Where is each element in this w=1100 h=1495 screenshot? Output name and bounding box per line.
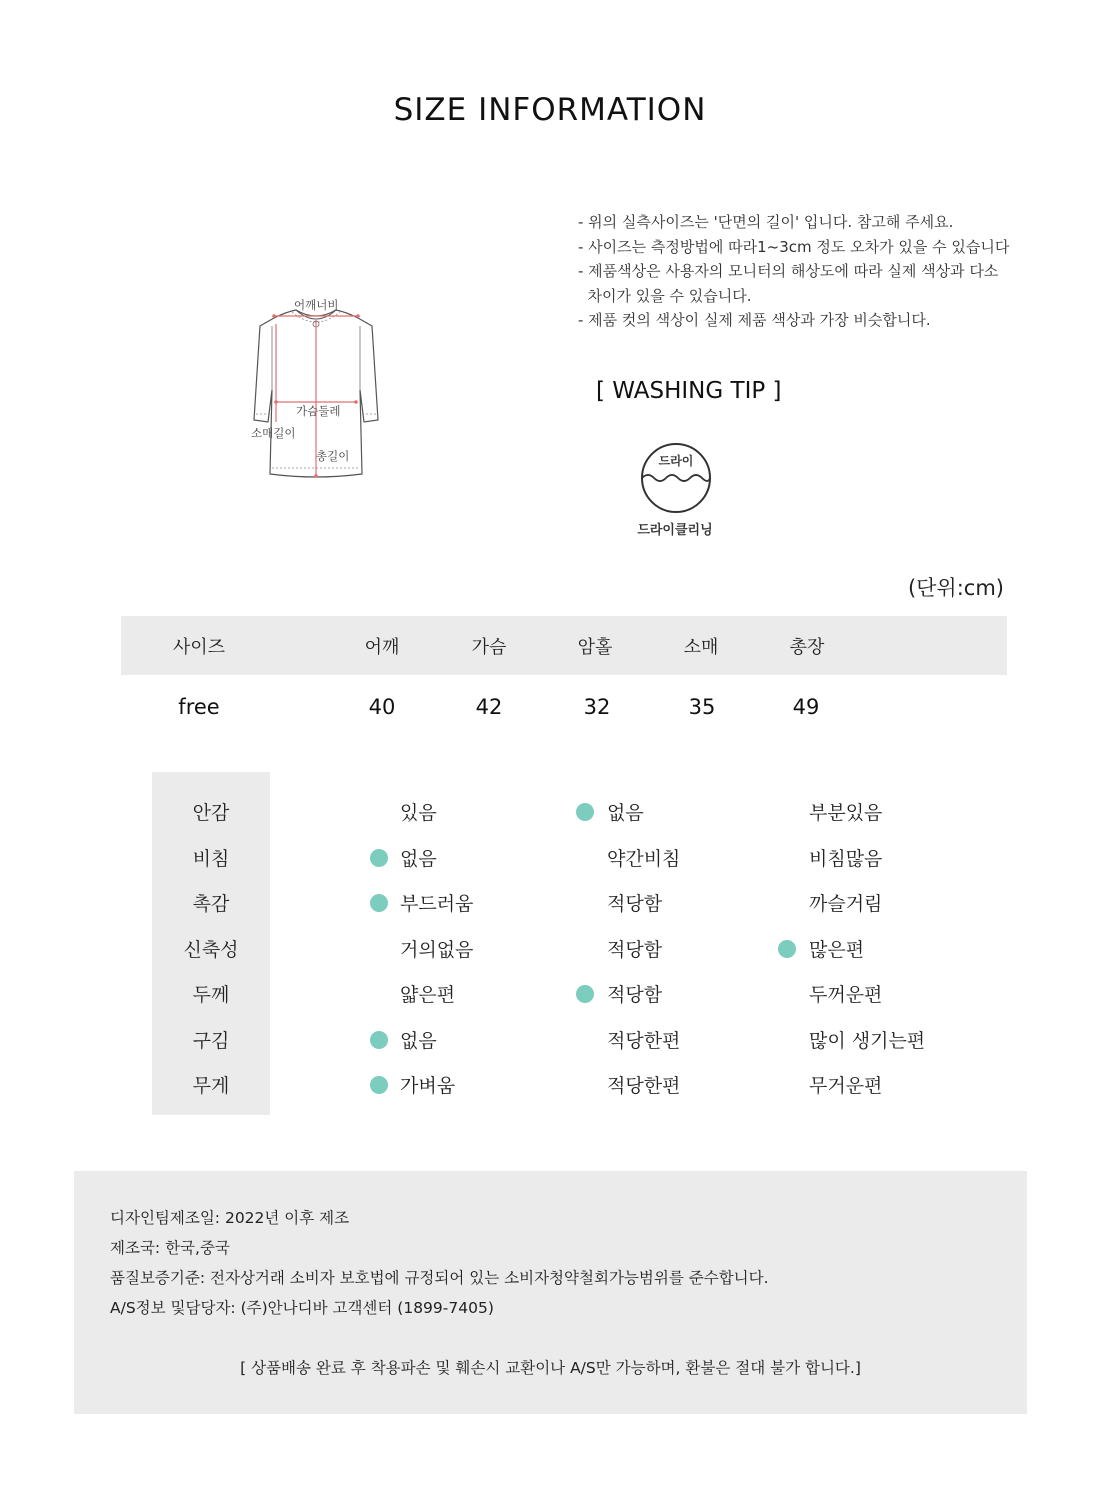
measurement-notes (578, 210, 1048, 333)
attribute-option: 적당함 (607, 939, 663, 961)
attribute-row (0, 935, 1100, 980)
table-row (121, 676, 1007, 736)
attribute-option: 있음 (400, 802, 437, 824)
attribute-option: 적당한편 (607, 1030, 681, 1052)
attribute-label: 두께 (192, 984, 230, 1006)
selected-indicator-dot (370, 1031, 388, 1049)
header-size: 사이즈 (172, 637, 226, 658)
attribute-option: 거의없음 (400, 939, 474, 961)
cell-size: free (178, 695, 220, 719)
selected-indicator-dot (576, 803, 594, 821)
product-info-footer (74, 1171, 1027, 1414)
attribute-row (0, 980, 1100, 1025)
attribute-option: 부분있음 (809, 802, 883, 824)
attribute-label: 비침 (192, 848, 230, 870)
footer-line: 제조국: 한국,중국 (110, 1239, 230, 1257)
refund-notice: [ 상품배송 완료 후 착용파손 및 훼손시 교환이나 A/S만 가능하며, 환불은 절대 불가 합니다.] (240, 1359, 861, 1377)
dry-clean-icon-text: 드라이 (658, 454, 694, 468)
attribute-option: 없음 (607, 802, 644, 824)
attribute-option: 까슬거림 (809, 893, 883, 915)
attribute-option: 부드러움 (400, 893, 474, 915)
attribute-option: 많은편 (809, 939, 865, 961)
attribute-option: 적당함 (607, 893, 663, 915)
attribute-option: 적당한편 (607, 1075, 681, 1097)
unit-label: (단위:cm) (907, 576, 1004, 600)
attribute-option: 적당함 (607, 984, 663, 1006)
attribute-label: 안감 (192, 802, 230, 824)
footer-line: A/S정보 및담당자: (주)안나디바 고객센터 (1899-7405) (110, 1299, 494, 1317)
chest-label: 가슴둘레 (296, 404, 341, 418)
washing-tip-title: [ WASHING TIP ] (596, 378, 782, 404)
selected-indicator-dot (370, 1076, 388, 1094)
attribute-option: 많이 생기는편 (809, 1030, 926, 1052)
selected-indicator-dot (778, 940, 796, 958)
attribute-row (0, 844, 1100, 889)
cell-length: 49 (792, 695, 820, 719)
page-title: SIZE INFORMATION (393, 92, 707, 128)
note-line: 차이가 있을 수 있습니다. (578, 286, 752, 305)
sleeve-label: 소매길이 (251, 426, 296, 440)
header-chest: 가슴 (471, 637, 507, 658)
attribute-option: 약간비침 (607, 848, 681, 870)
washing-caption: 드라이클리닝 (637, 523, 713, 538)
attribute-option: 비침많음 (809, 848, 883, 870)
length-label: 총길이 (316, 449, 350, 463)
attribute-option: 두꺼운편 (809, 984, 883, 1006)
attribute-label: 신축성 (183, 939, 239, 961)
header-armhole: 암홀 (577, 637, 613, 658)
footer-line: 품질보증기준: 전자상거래 소비자 보호법에 규정되어 있는 소비자청약철회가능범위를 준수합니다. (110, 1269, 769, 1287)
cell-sleeve: 35 (688, 695, 716, 719)
attribute-row (0, 798, 1100, 843)
note-line: - 제품 컷의 색상이 실제 제품 색상과 가장 비슷합니다. (578, 311, 931, 329)
dry-clean-icon (638, 440, 714, 516)
size-table-header (121, 616, 1007, 675)
selected-indicator-dot (370, 849, 388, 867)
attribute-label: 촉감 (192, 893, 230, 915)
footer-line: 디자인팀제조일: 2022년 이후 제조 (110, 1209, 350, 1227)
attribute-option: 가벼움 (400, 1075, 456, 1097)
selected-indicator-dot (370, 894, 388, 912)
header-length: 총장 (789, 637, 825, 658)
cell-chest: 42 (475, 695, 503, 719)
shoulder-label: 어깨너비 (294, 298, 339, 312)
attribute-option: 무거운편 (809, 1075, 883, 1097)
header-shoulder: 어깨 (364, 637, 400, 658)
attribute-label: 구김 (192, 1030, 230, 1052)
cell-shoulder: 40 (368, 695, 396, 719)
header-sleeve: 소매 (683, 637, 719, 658)
cell-armhole: 32 (583, 695, 611, 719)
selected-indicator-dot (576, 985, 594, 1003)
attribute-option: 없음 (400, 1030, 437, 1052)
attribute-row (0, 1026, 1100, 1071)
garment-diagram (246, 296, 386, 486)
attribute-row (0, 1071, 1100, 1116)
attribute-option: 얇은편 (400, 984, 456, 1006)
attribute-label: 무게 (192, 1075, 230, 1097)
attribute-row (0, 889, 1100, 934)
note-line: - 제품색상은 사용자의 모니터의 해상도에 따라 실제 색상과 다소 (578, 262, 999, 280)
note-line: - 사이즈는 측정방법에 따라1~3cm 정도 오차가 있을 수 있습니다 (578, 237, 1010, 256)
note-line: - 위의 실측사이즈는 '단면의 길이' 입니다. 참고해 주세요. (578, 213, 954, 231)
attribute-option: 없음 (400, 848, 437, 870)
